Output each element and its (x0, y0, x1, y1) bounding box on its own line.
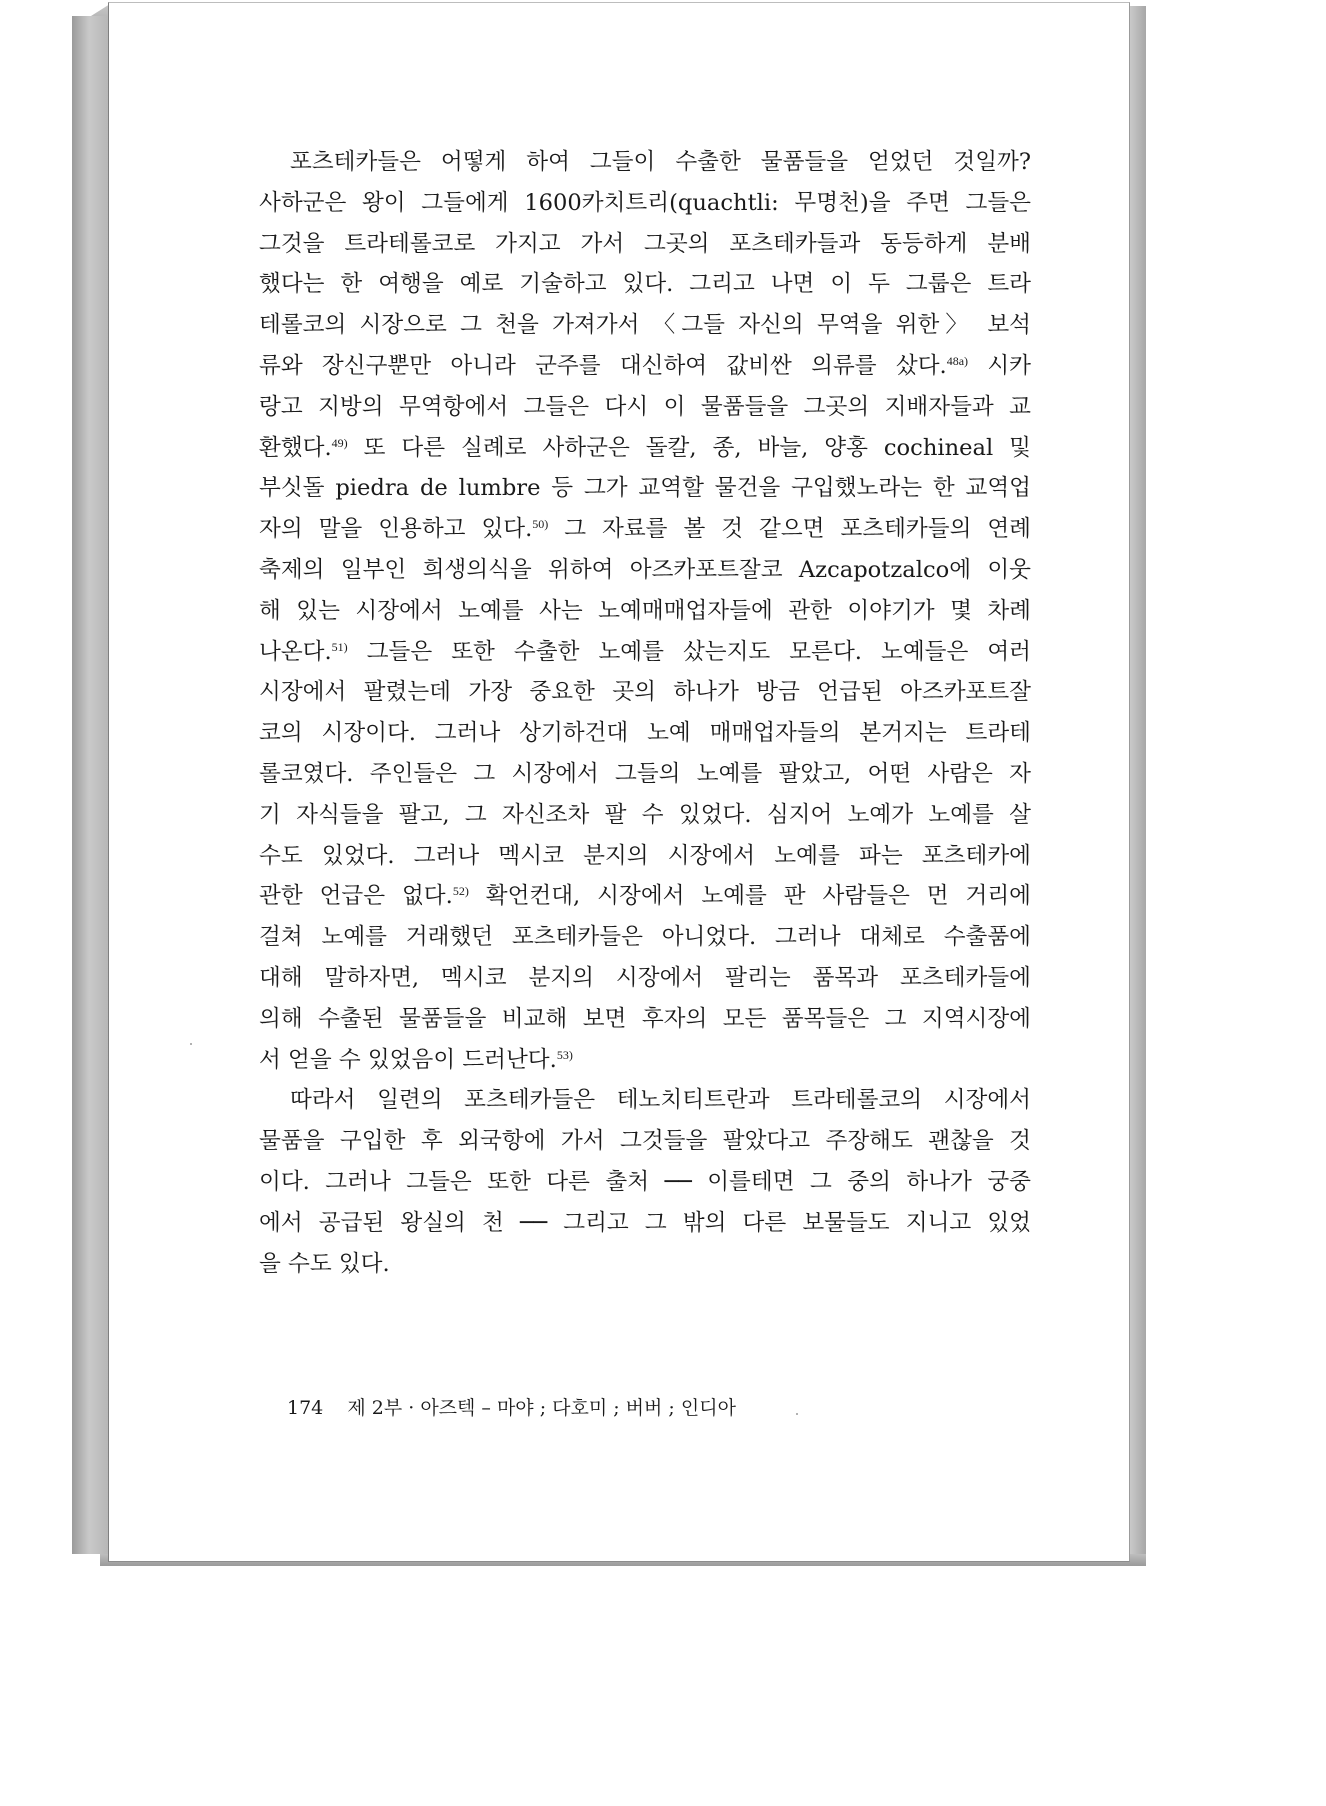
line-text: 코의 시장이다. 그러나 상기하건대 노예 매매업자들의 본거지는 트라테 (259, 720, 1031, 747)
text-line (259, 1121, 1031, 1162)
line-text: 물품을 구입한 후 외국항에 가서 그것들을 팔았다고 주장해도 괜찮을 것 (259, 1128, 1031, 1155)
line-text: 축제의 일부인 희생의식을 위하여 아즈카포트잘코 Azcapotzalco에 이웃 (259, 556, 1031, 583)
line-text: 자의 말을 인용하고 있다. (259, 516, 533, 543)
line-text: 그것을 트라테롤코로 가지고 가서 그곳의 포츠테카들과 동등하게 분배 (259, 230, 1031, 257)
text-line (259, 509, 1031, 550)
line-text: 에서 공급된 왕실의 천 ── 그리고 그 밖의 다른 보물들도 지니고 있었 (259, 1209, 1031, 1236)
line-text: 대해 말하자면, 멕시코 분지의 시장에서 팔리는 품목과 포츠테카들에 (259, 964, 1031, 991)
text-line (259, 836, 1031, 877)
text-line (259, 754, 1031, 795)
line-text-continued: 확언컨대, 시장에서 노예를 판 사람들은 먼 거리에 (468, 883, 1032, 910)
line-text: 관한 언급은 없다. (259, 883, 453, 910)
text-line (259, 713, 1031, 754)
line-text: 환했다. (259, 434, 332, 461)
line-text: 이다. 그러나 그들은 또한 다른 출처 ── 이를테면 그 중의 하나가 궁중 (259, 1168, 1031, 1195)
text-line (259, 876, 1031, 917)
line-text-continued: 또 다른 실례로 사하군은 돌칼, 종, 바늘, 양홍 cochineal 및 (347, 434, 1031, 461)
text-line (259, 305, 1031, 346)
text-line (259, 1040, 1031, 1081)
text-line (259, 224, 1031, 265)
running-title: 제 2부 · 아즈텍 – 마야 ; 다호미 ; 버버 ; 인디아 (347, 1397, 736, 1419)
line-text: 걸쳐 노예를 거래했던 포츠테카들은 아니었다. 그러나 대체로 수출품에 (259, 924, 1031, 951)
text-line (259, 387, 1031, 428)
text-line (259, 917, 1031, 958)
text-line (259, 958, 1031, 999)
dust-speck (190, 1043, 192, 1045)
text-line (259, 1080, 1031, 1121)
line-text: 을 수도 있다. (259, 1250, 390, 1277)
text-line (259, 1244, 1031, 1285)
book-spine (72, 16, 110, 1554)
line-text: 포츠테카들은 어떻게 하여 그들이 수출한 물품들을 얻었던 것일까? (290, 149, 1031, 175)
footnote-marker: 50) (532, 517, 549, 532)
line-text-continued: 그들은 또한 수출한 노예를 샀는지도 모른다. 노예들은 여러 (347, 638, 1031, 665)
line-text: 따라서 일련의 포츠테카들은 테노치티트란과 트라테롤코의 시장에서 (290, 1087, 1031, 1114)
text-line (259, 550, 1031, 591)
page-number: 174 (287, 1397, 324, 1419)
line-text: 시장에서 팔렸는데 가장 중요한 곳의 하나가 방금 언급된 아즈카포트잘 (259, 679, 1031, 706)
footnote-marker: 52) (452, 884, 469, 899)
line-text: 테롤코의 시장으로 그 천을 가져가서 〈그들 자신의 무역을 위한〉 보석 (259, 312, 1031, 339)
footnote-marker: 48a) (946, 353, 969, 368)
dust-speck (796, 1413, 798, 1415)
body-text (259, 142, 1031, 1284)
text-line (259, 1162, 1031, 1203)
line-text: 나온다. (259, 638, 332, 665)
text-line (259, 428, 1031, 469)
footnote-marker: 51) (331, 639, 348, 654)
line-text: 수도 있었다. 그러나 멕시코 분지의 시장에서 노예를 파는 포츠테카에 (259, 842, 1031, 869)
text-line (259, 183, 1031, 224)
text-line (259, 795, 1031, 836)
line-text: 의해 수출된 물품들을 비교해 보면 후자의 모든 품목들은 그 지역시장에 (259, 1005, 1031, 1032)
footnote-marker: 49) (331, 435, 348, 450)
line-text: 서 얻을 수 있었음이 드러난다. (259, 1046, 557, 1073)
text-line (259, 672, 1031, 713)
line-text: 랑고 지방의 무역항에서 그들은 다시 이 물품들을 그곳의 지배자들과 교 (259, 393, 1031, 420)
text-line (259, 999, 1031, 1040)
line-text-continued: 그 자료를 볼 것 같으면 포츠테카들의 연례 (548, 516, 1031, 543)
line-text: 기 자식들을 팔고, 그 자신조차 팔 수 있었다. 심지어 노예가 노예를 살 (259, 801, 1031, 828)
line-text: 사하군은 왕이 그들에게 1600카치트리(quachtli: 무명천)을 주면 그들은 (259, 189, 1031, 216)
text-line (259, 468, 1031, 509)
page-footer (287, 1393, 736, 1420)
line-text-continued: 시카 (968, 352, 1031, 379)
text-line (259, 632, 1031, 673)
line-text: 류와 장신구뿐만 아니라 군주를 대신하여 값비싼 의류를 샀다. (259, 352, 947, 379)
footnote-marker: 53) (556, 1047, 573, 1062)
line-text: 롤코였다. 주인들은 그 시장에서 그들의 노예를 팔았고, 어떤 사람은 자 (259, 760, 1031, 787)
line-text: 부싯돌 piedra de lumbre 등 그가 교역할 물건을 구입했노라는 한 교역업 (259, 475, 1031, 502)
text-line (259, 264, 1031, 305)
text-line (259, 591, 1031, 632)
text-line (259, 1203, 1031, 1244)
line-text: 했다는 한 여행을 예로 기술하고 있다. 그리고 나면 이 두 그룹은 트라 (259, 271, 1031, 298)
line-text: 해 있는 시장에서 노예를 사는 노예매매업자들에 관한 이야기가 몇 차례 (259, 597, 1031, 624)
text-line (259, 142, 1031, 183)
text-line (259, 346, 1031, 387)
